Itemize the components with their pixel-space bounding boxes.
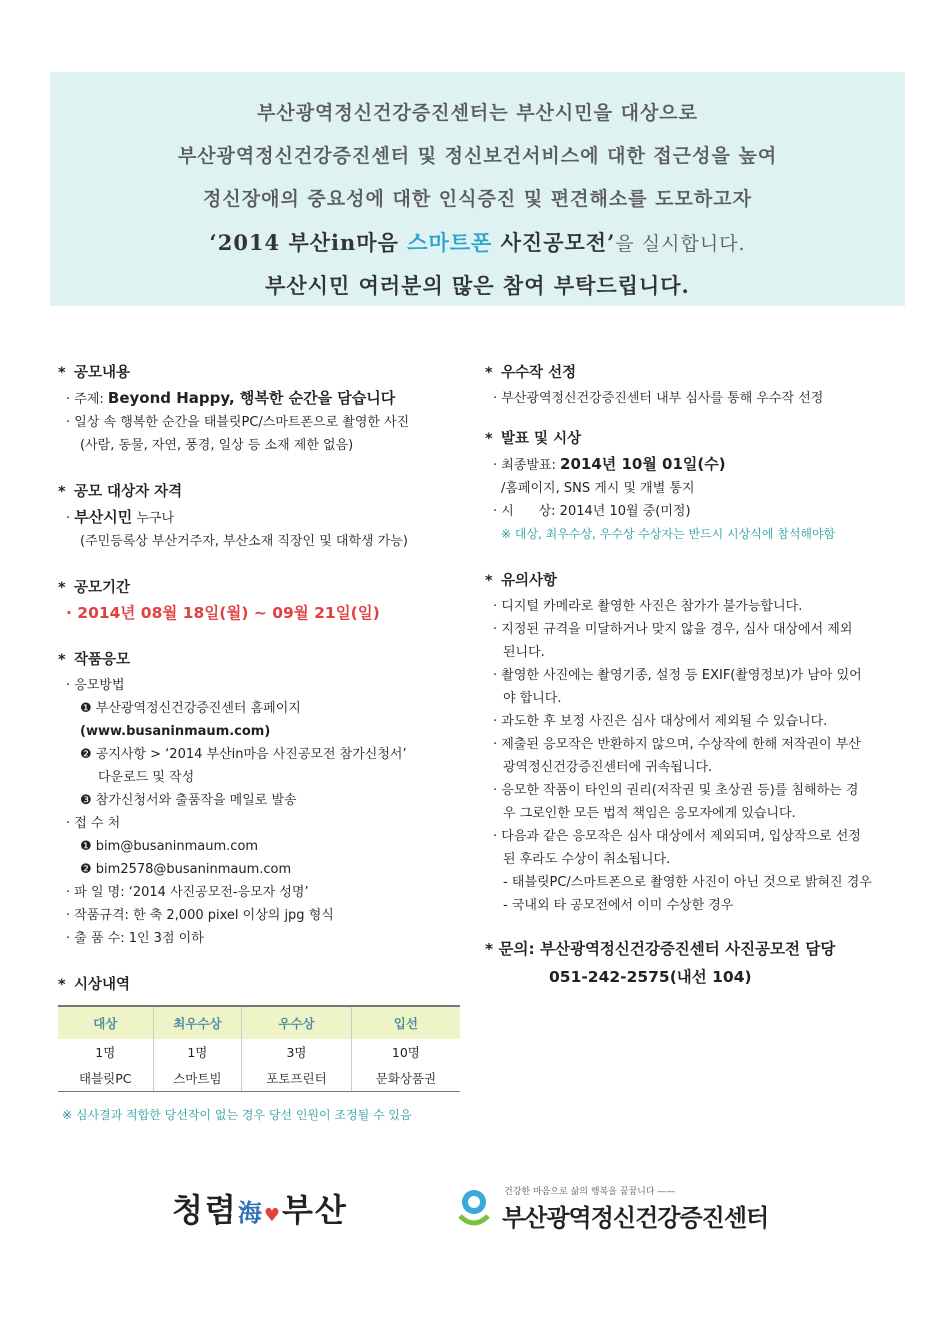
caution-3: · 촬영한 사진에는 촬영기종, 설정 등 EXIF(촬영정보)가 남아 있어 bbox=[493, 668, 862, 683]
award-note: ※ 심사결과 적합한 당선작이 없는 경우 당선 인원이 조정될 수 있음 bbox=[62, 1108, 412, 1122]
banner-smartphone: 스마트폰 bbox=[407, 230, 493, 255]
section-title-period: * 공모기간 bbox=[58, 580, 131, 596]
file-name-rule: · 파 일 명: ‘2014 사진공모전-응모자 성명’ bbox=[66, 885, 309, 900]
section-title-submission: * 작품응모 bbox=[58, 652, 131, 668]
topic-desc-1: · 일상 속 행복한 순간을 태블릿PC/스마트폰으로 촬영한 사진 bbox=[66, 415, 410, 430]
section-title-content: * 공모내용 bbox=[58, 365, 131, 381]
receive-label: · 접 수 처 bbox=[66, 816, 121, 831]
banner-line-5: 부산시민 여러분의 많은 참여 부탁드립니다. bbox=[265, 273, 690, 298]
intro-banner bbox=[50, 72, 905, 306]
banner-contest-suffix: 사진공모전’ bbox=[492, 230, 616, 255]
caution-7-cont: 된 후라도 수상이 취소됩니다. bbox=[503, 852, 671, 867]
awards-header-row bbox=[58, 1006, 460, 1039]
busan-city-logo: 청렴海♥부산 bbox=[172, 1191, 348, 1229]
banner-line-3: 정신장애의 중요성에 대한 인식증진 및 편견해소를 도모하고자 bbox=[203, 188, 752, 210]
left-column bbox=[58, 362, 468, 1127]
center-mark-icon bbox=[452, 1186, 496, 1230]
awards-prize-row bbox=[58, 1065, 460, 1092]
section-title-selection: * 우수작 선정 bbox=[485, 365, 577, 381]
announcement-date: · 최종발표: 2014년 10월 01일(수) bbox=[493, 455, 726, 473]
eligibility-note: (주민등록상 부산거주자, 부산소재 직장인 및 대학생 가능) bbox=[80, 534, 408, 549]
award-prize: 태블릿PC bbox=[58, 1065, 153, 1092]
contact-line: * 문의: 부산광역정신건강증진센터 사진공모전 담당 bbox=[485, 940, 836, 958]
award-count: 1명 bbox=[58, 1039, 153, 1065]
method-step-1: ❶ 부산광역정신건강증진센터 홈페이지(www.busaninmaum.com) bbox=[80, 701, 301, 739]
receive-email-2: ❷ bim2578@busaninmaum.com bbox=[80, 862, 292, 877]
section-title-eligibility: * 공모 대상자 자격 bbox=[58, 484, 183, 500]
section-title-announcement: * 발표 및 시상 bbox=[485, 431, 582, 447]
caution-2: · 지정된 규격을 미달하거나 맞지 않을 경우, 심사 대상에서 제외 bbox=[493, 622, 853, 637]
contact-phone: 051-242-2575(내선 104) bbox=[549, 968, 752, 986]
caution-7-sub-2: - 국내외 타 공모전에서 이미 수상한 경우 bbox=[503, 898, 734, 913]
caution-5-cont: 광역정신건강증진센터에 귀속됩니다. bbox=[503, 760, 713, 775]
award-header: 최우수상 bbox=[153, 1006, 242, 1039]
caution-4: · 과도한 후 보정 사진은 심사 대상에서 제외될 수 있습니다. bbox=[493, 714, 828, 729]
caution-3-cont: 야 합니다. bbox=[503, 691, 562, 706]
ceremony-note: ※ 대상, 최우수상, 우수상 수상자는 반드시 시상식에 참석해야함 bbox=[501, 527, 836, 541]
right-column bbox=[485, 362, 903, 991]
award-count: 10명 bbox=[391, 1044, 420, 1060]
topic-line: · 주제: Beyond Happy, 행복한 순간을 담습니다 bbox=[66, 389, 396, 407]
period-value: · 2014년 08월 18일(월) ~ 09월 21일(일) bbox=[66, 604, 380, 622]
award-header: 대상 bbox=[58, 1006, 153, 1039]
awards-table bbox=[58, 1005, 460, 1092]
method-step-3: ❸ 참가신청서와 출품작을 메일로 발송 bbox=[80, 793, 297, 808]
award-count: 1명 bbox=[153, 1039, 242, 1065]
center-name: 부산광역정신건강증진센터 bbox=[502, 1205, 769, 1232]
awards-count-row bbox=[58, 1039, 460, 1065]
caution-6: · 응모한 작품이 타인의 권리(저작권 및 초상권 등)를 침해하는 경 bbox=[493, 783, 859, 798]
topic-desc-2: (사람, 동물, 자연, 풍경, 일상 등 소재 제한 없음) bbox=[80, 438, 354, 453]
eligibility-line: · 부산시민 누구나 bbox=[66, 508, 175, 526]
banner-line-2: 부산광역정신건강증진센터 및 정신보건서비스에 대한 접근성을 높여 bbox=[177, 145, 778, 167]
announcement-channels: /홈페이지, SNS 게시 및 개별 통지 bbox=[501, 481, 695, 496]
caution-7: · 다음과 같은 응모작은 심사 대상에서 제외되며, 입상작으로 선정 bbox=[493, 829, 861, 844]
method-label: · 응모방법 bbox=[66, 678, 125, 693]
award-header: 입선 bbox=[351, 1006, 460, 1039]
banner-contest-prefix: ‘2014 부산in마음 bbox=[209, 230, 408, 255]
receive-email-1: ❶ bim@busaninmaum.com bbox=[80, 839, 259, 854]
method-step-2: ❷ 공지사항 > ‘2014 부산in마음 사진공모전 참가신청서’ bbox=[80, 747, 407, 762]
file-spec-rule: · 작품규격: 한 축 2,000 pixel 이상의 jpg 형식 bbox=[66, 908, 334, 923]
award-prize: 문화상품권 bbox=[351, 1065, 460, 1092]
section-title-cautions: * 유의사항 bbox=[485, 573, 558, 589]
banner-line-1: 부산광역정신건강증진센터는 부산시민을 대상으로 bbox=[256, 102, 699, 124]
selection-desc: · 부산광역정신건강증진센터 내부 심사를 통해 우수작 선정 bbox=[493, 391, 824, 406]
caution-2-cont: 된니다. bbox=[503, 645, 545, 660]
caution-5: · 제출된 응모작은 반환하지 않으며, 수상작에 한해 저작권이 부산 bbox=[493, 737, 861, 752]
award-ceremony-date: · 시 상: 2014년 10월 중(미정) bbox=[493, 504, 691, 519]
banner-line-4 bbox=[50, 221, 905, 264]
entry-count-rule: · 출 품 수: 1인 3점 이하 bbox=[66, 931, 204, 946]
award-header: 우수상 bbox=[242, 1006, 352, 1039]
banner-contest-verb: 을 실시합니다. bbox=[615, 233, 746, 255]
center-logo bbox=[452, 1182, 832, 1242]
center-slogan: 건강한 마음으로 삶의 행복을 꿈꿉니다 —— bbox=[504, 1187, 676, 1197]
caution-6-cont: 우 그로인한 모든 법적 책임은 응모자에게 있습니다. bbox=[503, 806, 796, 821]
award-prize: 스마트빔 bbox=[153, 1065, 242, 1092]
award-prize: 포토프린터 bbox=[242, 1065, 352, 1092]
award-count: 3명 bbox=[242, 1039, 352, 1065]
method-step-2b: 다운로드 및 작성 bbox=[98, 770, 195, 785]
section-title-awards: * 시상내역 bbox=[58, 977, 131, 993]
caution-1: · 디지털 카메라로 촬영한 사진은 참가가 불가능합니다. bbox=[493, 599, 803, 614]
caution-7-sub-1: - 태블릿PC/스마트폰으로 촬영한 사진이 아닌 것으로 밝혀진 경우 bbox=[503, 875, 872, 890]
